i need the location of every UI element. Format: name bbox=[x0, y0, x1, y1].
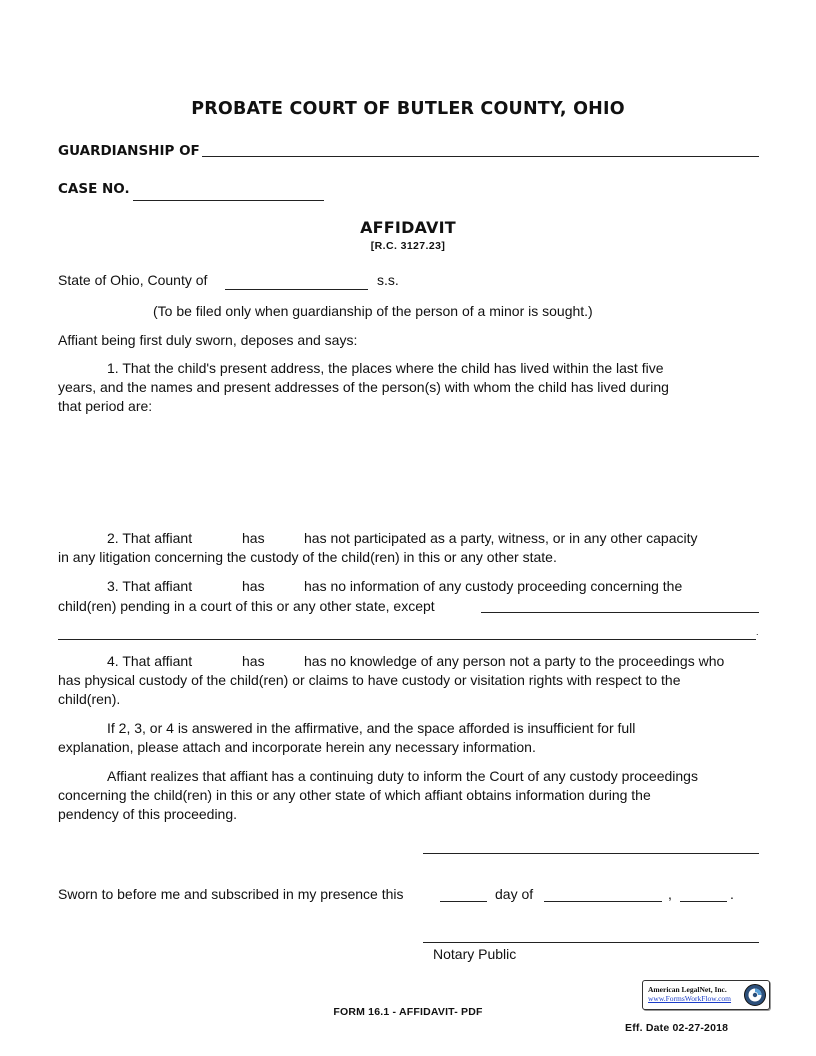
sworn-month-field[interactable] bbox=[544, 901, 662, 902]
sworn-year-field[interactable] bbox=[680, 901, 727, 902]
court-title: PROBATE COURT OF BUTLER COUNTY, OHIO bbox=[191, 99, 625, 119]
p2-lead: 2. That affiant bbox=[107, 530, 193, 546]
affiant-signature-field[interactable] bbox=[423, 853, 759, 854]
effective-date: Eff. Date 02-27-2018 bbox=[625, 1022, 729, 1034]
p4-line-2: has physical custody of the child(ren) or claims to have custody or visitation rights with respect to the bbox=[58, 672, 681, 688]
p6-line-1: Affiant realizes that affiant has a continuing duty to inform the Court of any custody proceedings bbox=[107, 768, 698, 784]
p2-has-option[interactable]: has bbox=[242, 530, 265, 546]
notary-signature-field[interactable] bbox=[423, 942, 759, 943]
filing-note: (To be filed only when guardianship of the person of a minor is sought.) bbox=[153, 303, 593, 319]
p2-has-not-option[interactable]: has not participated as a party, witness, or in any other capacity bbox=[304, 530, 698, 546]
p4-lead: 4. That affiant bbox=[107, 653, 193, 669]
case-no-label: CASE NO. bbox=[58, 181, 130, 197]
p5-line-1: If 2, 3, or 4 is answered in the affirmative, and the space afforded is insufficient for full bbox=[107, 720, 636, 736]
p5-line-2: explanation, please attach and incorporate herein any necessary information. bbox=[58, 739, 536, 755]
p6-line-3: pendency of this proceeding. bbox=[58, 806, 238, 822]
p3-has-option[interactable]: has bbox=[242, 578, 265, 594]
p4-has-no-option[interactable]: has no knowledge of any person not a party to the proceedings who bbox=[304, 653, 725, 669]
statute-reference: [R.C. 3127.23] bbox=[370, 240, 446, 252]
vendor-logo[interactable] bbox=[642, 980, 770, 1010]
p3-except-field[interactable] bbox=[481, 612, 759, 613]
sworn-day-of: day of bbox=[495, 886, 534, 902]
county-field[interactable] bbox=[225, 289, 368, 290]
p3-continuation-field[interactable] bbox=[58, 639, 756, 640]
sworn-period: . bbox=[730, 886, 734, 902]
vendor-logo-name: American LegalNet, Inc. bbox=[648, 985, 727, 994]
state-county-label: State of Ohio, County of bbox=[58, 272, 208, 288]
sworn-comma: , bbox=[668, 886, 672, 902]
p1-line-2: years, and the names and present addresses of the person(s) with whom the child has lived during bbox=[58, 379, 669, 395]
p6-line-2: concerning the child(ren) in this or any other state of which affiant obtains information during the bbox=[58, 787, 651, 803]
vendor-globe-icon bbox=[743, 983, 767, 1007]
p3-line-2: child(ren) pending in a court of this or any other state, except bbox=[58, 598, 435, 614]
vendor-logo-url[interactable]: www.FormsWorkFlow.com bbox=[648, 994, 732, 1003]
p1-line-1: 1. That the child's present address, the places where the child has lived within the last five bbox=[107, 360, 664, 376]
guardianship-name-field[interactable] bbox=[202, 156, 759, 157]
p3-has-no-option[interactable]: has no information of any custody proceeding concerning the bbox=[304, 578, 683, 594]
p2-line-2: in any litigation concerning the custody of the child(ren) in this or any other state. bbox=[58, 549, 557, 565]
form-id: FORM 16.1 - AFFIDAVIT- PDF bbox=[333, 1006, 483, 1018]
p1-line-3: that period are: bbox=[58, 398, 153, 414]
p4-line-3: child(ren). bbox=[58, 691, 121, 707]
guardianship-label: GUARDIANSHIP OF bbox=[58, 143, 200, 159]
ss-label: s.s. bbox=[377, 272, 399, 288]
sworn-day-field[interactable] bbox=[440, 901, 487, 902]
notary-public-label: Notary Public bbox=[433, 946, 517, 962]
affiant-intro: Affiant being first duly sworn, deposes and says: bbox=[58, 332, 358, 348]
sworn-text: Sworn to before me and subscribed in my presence this bbox=[58, 886, 404, 902]
affidavit-title: AFFIDAVIT bbox=[360, 218, 456, 237]
p3-end-mark: . bbox=[756, 627, 759, 637]
case-number-field[interactable] bbox=[133, 200, 324, 201]
p3-lead: 3. That affiant bbox=[107, 578, 193, 594]
p4-has-option[interactable]: has bbox=[242, 653, 265, 669]
